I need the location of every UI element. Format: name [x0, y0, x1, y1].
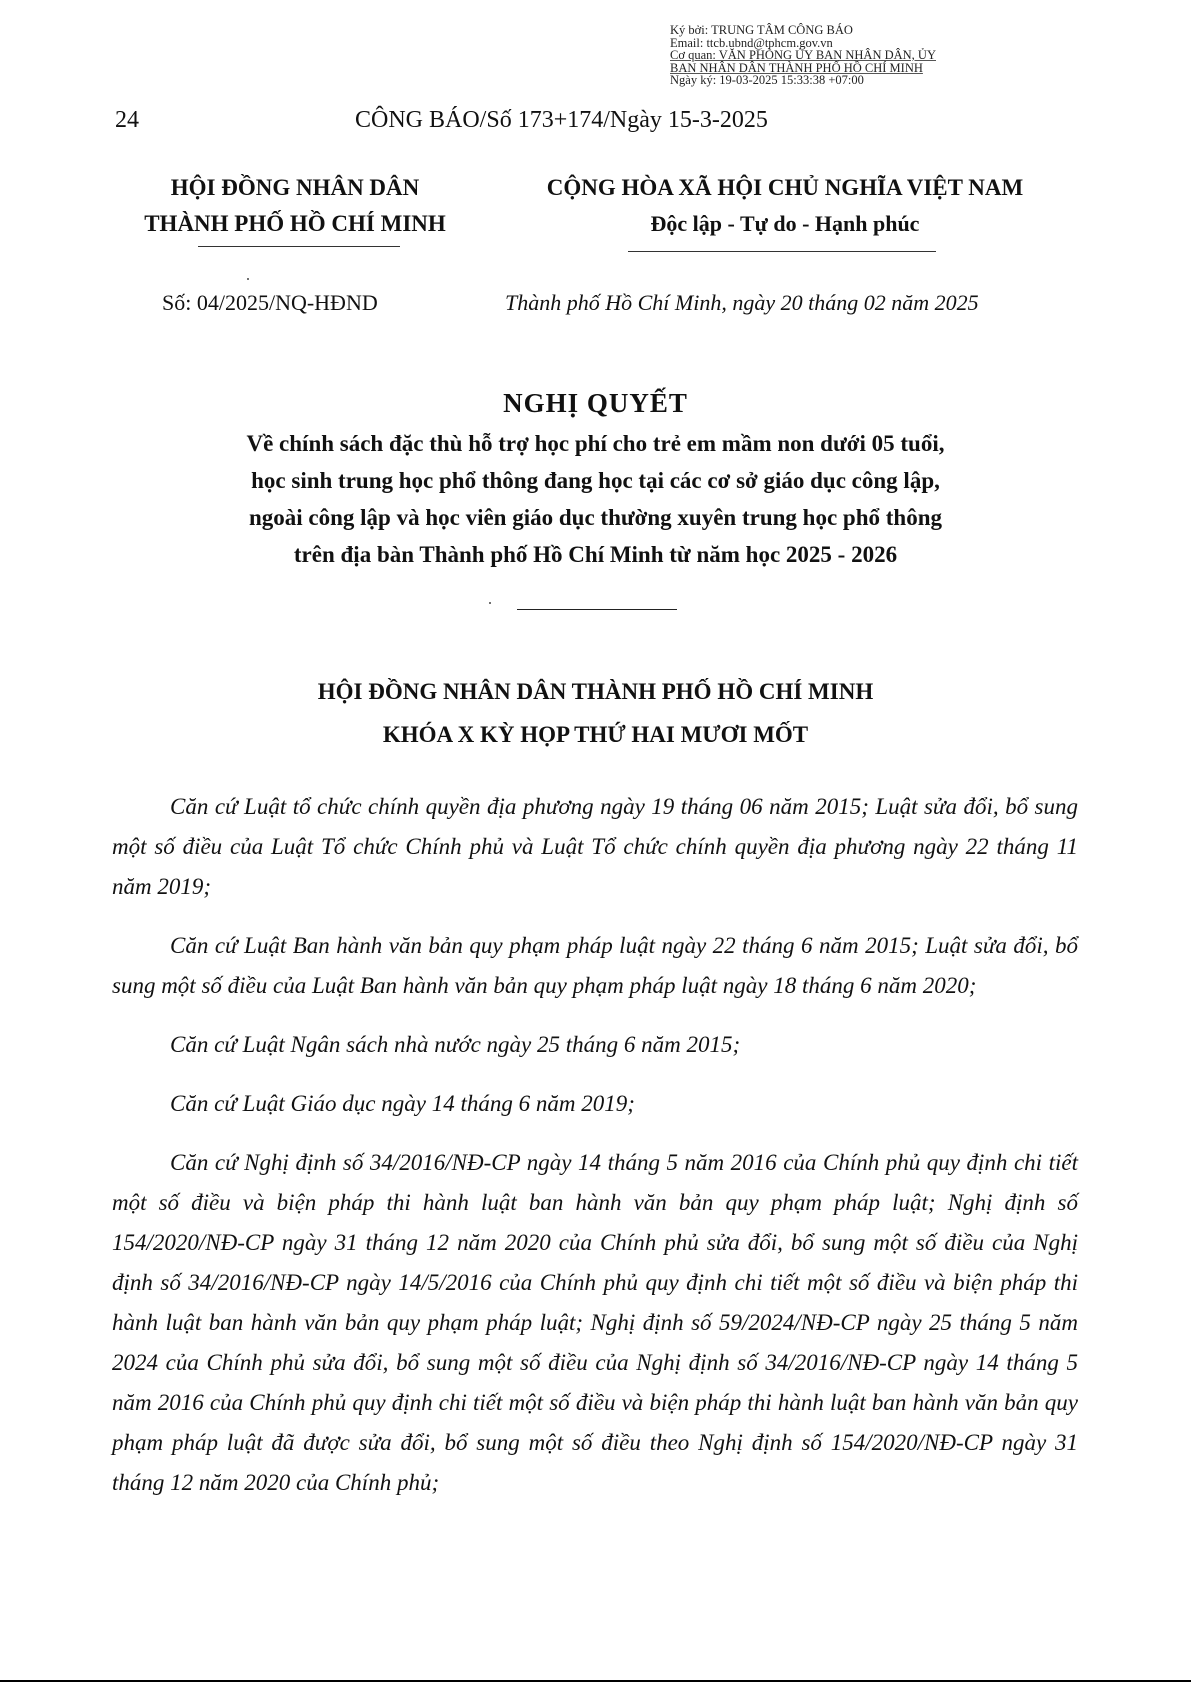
issuer-line2: THÀNH PHỐ HỒ CHÍ MINH [144, 211, 446, 236]
scan-speck [247, 278, 249, 280]
signature-agency-line2: BAN NHÂN DÂN THÀNH PHỐ HỒ CHÍ MINH [670, 60, 923, 75]
page-number: 24 [115, 107, 139, 133]
document-title: NGHỊ QUYẾT [503, 388, 688, 418]
subject-line: học sinh trung học phổ thông đang học tại các cơ sở giáo dục công lập, [251, 468, 940, 493]
motto-underline [628, 251, 936, 252]
document-number: Số: 04/2025/NQ-HĐND [162, 290, 378, 315]
basis-paragraph: Căn cứ Luật tổ chức chính quyền địa phương ngày 19 tháng 06 năm 2015; Luật sửa đổi, bổ sung một số điều của Luật Tổ chức Chính phủ và Luật Tổ chức chính quyền địa phương ngày 22 tháng 11 năm 2019; [112, 794, 1078, 899]
basis-paragraph: Căn cứ Luật Ngân sách nhà nước ngày 25 tháng 6 năm 2015; [170, 1032, 741, 1057]
issuer-underline [198, 246, 400, 247]
page-bottom-border [0, 1680, 1191, 1682]
digital-signature-block [670, 24, 1050, 87]
subject-line: trên địa bàn Thành phố Hồ Chí Minh từ năm học 2025 - 2026 [293, 542, 898, 567]
signature-email: Email: ttcb.ubnd@tphcm.gov.vn [670, 35, 833, 50]
council-heading [100, 670, 1091, 756]
signature-agency-line1: Cơ quan: VĂN PHÒNG ỦY BAN NHÂN DÂN, ỦY [670, 48, 936, 62]
scan-speck [489, 602, 491, 604]
legal-basis [112, 787, 1078, 1522]
national-motto: Độc lập - Tự do - Hạnh phúc [650, 211, 920, 236]
basis-paragraph: Căn cứ Luật Ban hành văn bản quy phạm pháp luật ngày 22 tháng 6 năm 2015; Luật sửa đổi, bổ sung một số điều của Luật Ban hành văn bản quy phạm pháp luật ngày 18 tháng 6 năm 2020; [112, 933, 1078, 998]
basis-paragraph: Căn cứ Luật Giáo dục ngày 14 tháng 6 năm 2019; [170, 1091, 635, 1116]
basis-paragraph: Căn cứ Nghị định số 34/2016/NĐ-CP ngày 14 tháng 5 năm 2016 của Chính phủ quy định chi tiết một số điều và biện pháp thi hành luật ban hành văn bản quy phạm pháp luật; Nghị định số 154/2020/NĐ-CP ngày 31 tháng 12 năm 2020 của Chính phủ sửa đổi, bổ sung một số điều của Nghị định số 34/2016/NĐ-CP ngày 14/5/2016 của Chính phủ quy định chi tiết một số điều và biện pháp thi hành luật ban hành văn bản quy phạm pháp luật; Nghị định số 59/2024/NĐ-CP ngày 25 tháng 5 năm 2024 của Chính phủ sửa đổi, bổ sung một số điều của Nghị định số 34/2016/NĐ-CP ngày 14 tháng 5 năm 2016 của Chính phủ quy định chi tiết một số điều và biện pháp thi hành luật ban hành văn bản quy phạm pháp luật đã được sửa đổi, bổ sung một số điều theo Nghị định số 154/2020/NĐ-CP ngày 31 tháng 12 năm 2020 của Chính phủ; [112, 1150, 1078, 1495]
place-date: Thành phố Hồ Chí Minh, ngày 20 tháng 02 năm 2025 [505, 290, 979, 315]
council-line1: HỘI ĐỒNG NHÂN DÂN THÀNH PHỐ HỒ CHÍ MINH [317, 679, 874, 704]
title-underline [517, 609, 677, 610]
gazette-header: CÔNG BÁO/Số 173+174/Ngày 15-3-2025 [355, 107, 768, 133]
signature-date: Ngày ký: 19-03-2025 15:33:38 +07:00 [670, 73, 864, 87]
subject-line: ngoài công lập và học viên giáo dục thường xuyên trung học phổ thông [248, 505, 943, 530]
council-line2: KHÓA X KỲ HỌP THỨ HAI MƯƠI MỐT [382, 722, 809, 747]
subject-line: Về chính sách đặc thù hỗ trợ học phí cho trẻ em mầm non dưới 05 tuổi, [246, 431, 945, 456]
issuer-line1: HỘI ĐỒNG NHÂN DÂN [170, 175, 420, 200]
document-subject [100, 425, 1091, 573]
signed-by: Ký bởi: TRUNG TÂM CÔNG BÁO [670, 23, 853, 37]
national-header [505, 170, 1065, 242]
national-title: CỘNG HÒA XÃ HỘI CHỦ NGHĨA VIỆT NAM [546, 175, 1024, 200]
issuer-header [110, 170, 480, 242]
